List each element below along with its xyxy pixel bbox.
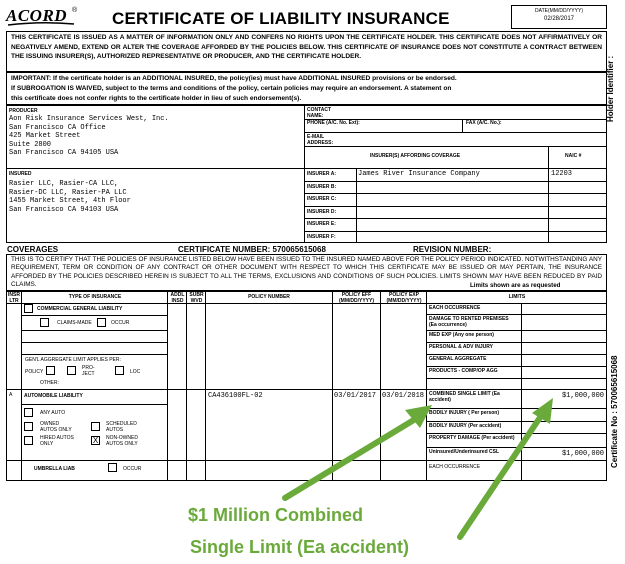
- th-type: TYPE OF INSURANCE: [68, 294, 122, 300]
- th-policy-number: POLICY NUMBER: [248, 294, 290, 300]
- holder-identifier-label: Holder Identifier :: [606, 55, 615, 122]
- th-policy-exp: POLICY EXP (MM/DD/YYYY): [386, 292, 422, 304]
- auto-limit-label: BODILY INJURY (Per accident): [429, 423, 502, 429]
- th-insr-ltr: INSR LTR: [8, 292, 20, 304]
- insurer-name: James River Insurance Company: [358, 170, 480, 178]
- arrow-to-csl-label-icon: [285, 405, 432, 498]
- insured-line: San Francisco CA 94103 USA: [9, 205, 119, 214]
- insured-label: INSURED: [9, 171, 32, 177]
- gl-limit-label: PERSONAL & ADV INJURY: [429, 344, 493, 350]
- insurer-label: INSURER B:: [307, 183, 337, 190]
- auto-policy-exp: 03/01/2018: [382, 392, 425, 400]
- gl-limit-label: MED EXP (Any one person): [429, 332, 494, 338]
- gl-title: COMMERCIAL GENERAL LIABILITY: [37, 306, 123, 312]
- coverages-statement: THIS IS TO CERTIFY THAT THE POLICIES OF INSURANCE LISTED BELOW HAVE BEEN ISSUED TO THE INSURED NAMED ABOVE FOR THE POLICY PERIOD INDICATED. NOTWITHSTANDING ANY REQUIREMENT, TERM OR CONDITION OF ANY CONTRACT OR OTHER DOCUMENT WITH RESPECT TO WHICH THIS CERTIFICATE MAY BE ISSUED OR MAY PERTAIN, THE INSURANCE AFFORDED BY THE POLICIES DESCRIBED HEREIN IS SUBJECT TO ALL THE TERMS, EXCLUSIONS AND CONDITIONS OF SUCH POLICIES. LIMITS SHOWN MAY HAVE BEEN REDUCED BY PAID CLAIMS.: [11, 256, 602, 288]
- important-line-1: IMPORTANT: If the certificate holder is an ADDITIONAL INSURED, the policy(ies) must have ADDITIONAL INSURED provisions or be endorsed.: [11, 75, 457, 82]
- x-mark-icon: X: [92, 436, 99, 445]
- auto-policy-number: CA436100FL-02: [208, 392, 263, 400]
- naic-label: NAIC #: [565, 153, 582, 159]
- insurer-label: INSURER A:: [307, 171, 336, 177]
- policy-label: POLICY: [25, 369, 44, 375]
- project-label: PRO-JECT: [82, 365, 95, 377]
- occur-label: OCCUR: [111, 320, 130, 326]
- revision-number: REVISION NUMBER:: [413, 245, 492, 254]
- insured-line: Rasier LLC, Rasier-CA LLC,: [9, 180, 119, 188]
- producer-label: PRODUCER: [9, 108, 38, 114]
- non-owned-autos-label: NON-OWNED AUTOS ONLY: [106, 435, 138, 447]
- insurer-label: INSURER F:: [307, 233, 336, 240]
- date-value: 02/28/2017: [543, 16, 575, 22]
- gl-limit-label: EACH OCCURRENCE: [429, 305, 481, 311]
- hired-autos-label: HIRED AUTOS ONLY: [40, 435, 74, 447]
- producer-line: 425 Market Street: [9, 132, 81, 141]
- insurer-label: INSURER D:: [307, 208, 337, 215]
- gl-limit-label: GENERAL AGGREGATE: [429, 356, 487, 362]
- umbrella-occur-label: OCCUR: [123, 466, 142, 472]
- auto-limit-label: COMBINED SINGLE LIMIT (Ea accident): [429, 391, 500, 403]
- insured-line: 1455 Market Street, 4th Floor: [9, 197, 131, 206]
- producer-line: San Francisco CA 94105 USA: [9, 149, 119, 158]
- important-line-3: this certificate does not confer rights to the certificate holder in lieu of such endorsement(s).: [11, 95, 302, 102]
- arrow-to-csl-value-icon: [460, 398, 553, 537]
- insurer-label: INSURER C:: [307, 196, 337, 202]
- auto-limit-label: PROPERTY DAMAGE (Per accident): [429, 435, 515, 441]
- phone-label: PHONE (A/C. No. Ext):: [307, 120, 360, 126]
- auto-policy-eff: 03/01/2017: [334, 392, 377, 400]
- th-limits: LIMITS: [508, 294, 526, 300]
- auto-limit-value: $1,000,000: [561, 450, 604, 458]
- gl-limit-label: PRODUCTS - COMP/OP AGG: [429, 368, 498, 374]
- claims-made-label: CLAIMS-MADE: [57, 320, 92, 326]
- th-addl: ADDL INSD: [170, 292, 185, 304]
- any-auto-label: ANY AUTO: [40, 410, 66, 416]
- side-certificate-number: Certificate No : 570065615068: [610, 355, 619, 468]
- coverages-label: COVERAGES: [7, 245, 59, 254]
- disclaimer-text: THIS CERTIFICATE IS ISSUED AS A MATTER OF INFORMATION ONLY AND CONFERS NO RIGHTS UPON THE CERTIFICATE HOLDER. THIS CERTIFICATE DOES NOT AFFIRMATIVELY OR NEGATIVELY AMEND, EXTEND OR ALTER THE COVERAGE AFFORDED BY THE POLICIES BELOW. THIS CERTIFICATE OF INSURANCE DOES NOT CONSTITUTE A CONTRACT BETWEEN THE ISSUING INSURER(S), AUTHORIZED REPRESENTATIVE OR PRODUCER, AND THE CERTIFICATE HOLDER.: [11, 34, 602, 61]
- owned-autos-label: OWNED AUTOS ONLY: [40, 421, 72, 433]
- auto-limit-label: BODILY INJURY ( Per person): [429, 410, 500, 416]
- fax-label: FAX (A/C. No.):: [466, 120, 502, 126]
- certificate-number: CERTIFICATE NUMBER: 570065615068: [178, 245, 326, 254]
- contact-name-label: CONTACT NAME:: [307, 107, 332, 119]
- annotation-line-1: $1 Million Combined: [188, 505, 364, 525]
- auto-limit-value: $1,000,000: [561, 392, 604, 400]
- insurer-naic: 12203: [551, 170, 573, 178]
- certificate-title: CERTIFICATE OF LIABILITY INSURANCE: [112, 9, 450, 28]
- th-policy-eff: POLICY EFF (MM/DD/YYYY): [339, 292, 374, 304]
- acord-logo-text: ACORD: [6, 6, 68, 25]
- email-label: E-MAIL ADDRESS:: [307, 134, 334, 146]
- producer-line: Suite 2800: [9, 140, 52, 149]
- insurers-header: INSURER(S) AFFORDING COVERAGE: [370, 153, 461, 159]
- gl-limit-label: DAMAGE TO RENTED PREMISES (Ea occurrence): [429, 316, 509, 328]
- other-label: OTHER:: [40, 380, 59, 386]
- gl-aggregate-label: GEN'L AGGREGATE LIMIT APPLIES PER:: [25, 357, 121, 363]
- limits-note: Limits shown are as requested: [470, 282, 561, 289]
- loc-label: LOC: [130, 369, 141, 375]
- umbrella-each-occurrence: EACH OCCURRENCE: [429, 464, 481, 470]
- auto-limit-label: Uninsured/Underinsured CSL: [429, 449, 500, 455]
- important-line-2: If SUBROGATION IS WAIVED, subject to the terms and conditions of the policy, certain policies may require an endorsement. A statement on: [11, 85, 452, 92]
- insurer-label: INSURER E:: [307, 221, 336, 227]
- date-label: DATE(MM/DD/YYYY): [535, 8, 583, 14]
- auto-title: AUTOMOBILE LIABILITY: [24, 393, 83, 399]
- scheduled-autos-label: SCHEDULED AUTOS: [106, 421, 137, 433]
- th-subr: SUBR WVD: [189, 292, 204, 304]
- auto-insurer-letter: A: [9, 392, 13, 398]
- umbrella-title: UMBRELLA LIAB: [34, 466, 75, 472]
- producer-line: San Francisco CA Office: [9, 123, 106, 132]
- producer-line: Aon Risk Insurance Services West, Inc.: [9, 115, 169, 123]
- insured-line: Rasier-DC LLC, Rasier-PA LLC: [9, 188, 127, 197]
- acord-logo-registered: ®: [72, 7, 78, 14]
- annotation-line-2: Single Limit (Ea accident): [190, 537, 410, 557]
